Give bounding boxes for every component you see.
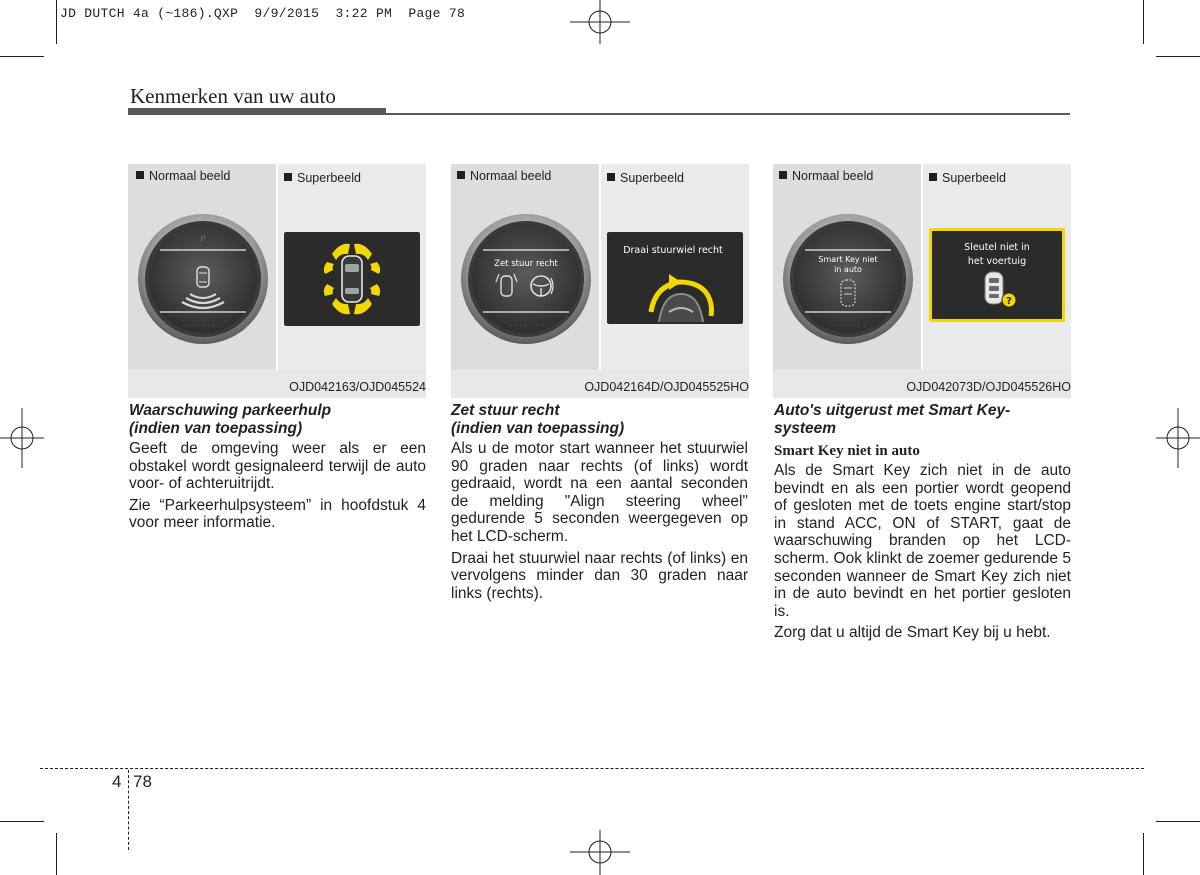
car-top-view-icon [342, 256, 362, 302]
chapter-number: 4 [112, 772, 122, 791]
super-view-label: Superbeeld [607, 171, 684, 185]
normal-view-label: Normaal beeld [457, 169, 551, 183]
subheading: Smart Key niet in auto [774, 443, 920, 459]
column-parking-assist [129, 402, 426, 532]
gauge-message-line-2: in auto [834, 265, 862, 274]
crop-mark-bottom-left-h [0, 821, 44, 822]
normal-view-label: Normaal beeld [779, 169, 873, 183]
normal-view-half [773, 164, 921, 370]
crop-mark-top-left-v [56, 0, 57, 44]
column-align-steering [451, 402, 748, 602]
crop-mark-bottom-right-v [1143, 833, 1144, 875]
body-paragraph: Geeft de omgeving weer als er een obstakel wordt gesignaleerd terwijl de auto voor- of achteruitrijdt. [129, 440, 426, 493]
normal-view-label: Normaal beeld [136, 169, 230, 183]
section-heading-continued: systeem [774, 420, 837, 437]
page-number: 78 [133, 772, 152, 791]
figure-parking-assist [128, 164, 426, 398]
bullet-square-icon [779, 171, 787, 179]
lcd-smart-key-display [929, 228, 1065, 322]
super-view-half [601, 164, 749, 370]
svg-text:?: ? [1006, 296, 1012, 307]
svg-text:- - - - - - -: - - - - - - - [830, 321, 866, 330]
super-view-label: Superbeeld [929, 171, 1006, 185]
crop-mark-top-left-h [0, 56, 44, 57]
figure-smart-key [773, 164, 1071, 398]
instrument-gauge [781, 212, 915, 346]
section-title: Kenmerken van uw auto [130, 84, 336, 108]
bullet-square-icon [607, 173, 615, 181]
registration-mark-bottom [570, 830, 630, 875]
body-paragraph: Als de Smart Key zich niet in de auto bevindt en als een portier wordt geopend of gesloten met de toets engine start/stop in stand ACC, ON of START, gaat de waarschuwing branden op het LCD-scherm. Ook klinkt de zoemer gedurende 5 seconden wanneer de Smart Key zich niet in de auto bevindt en het portier gesloten is. [774, 462, 1071, 620]
figure-code: OJD042073D/OJD045526HO [906, 380, 1071, 394]
crop-mark-bottom-right-h [1156, 821, 1200, 822]
smart-key-fob-icon [985, 272, 1003, 304]
crop-mark-top-right-v [1143, 0, 1144, 44]
section-heading-qualifier: (indien van toepassing) [129, 420, 303, 437]
body-paragraph: Zorg dat u altijd de Smart Key bij u hebt. [774, 624, 1051, 642]
section-heading: Auto's uitgerust met Smart Key- [774, 402, 1011, 419]
footer-dashed-rule [40, 768, 1144, 769]
registration-mark-right [1156, 408, 1200, 468]
svg-text:P: P [200, 235, 206, 245]
bullet-square-icon [929, 173, 937, 181]
bullet-square-icon [284, 173, 292, 181]
normal-view-half [128, 164, 276, 370]
print-slug: JD DUTCH 4a (~186).QXP 9/9/2015 3:22 PM Page 78 [60, 6, 466, 21]
section-heading-qualifier: (indien van toepassing) [451, 420, 625, 437]
registration-mark-left [0, 408, 44, 468]
lcd-parking-display [284, 232, 420, 326]
super-view-half [278, 164, 426, 370]
bullet-square-icon [457, 171, 465, 179]
header-rule-thick [128, 108, 386, 115]
svg-text:- - - - - - -: - - - - - - - [508, 321, 544, 330]
footer-dashed-divider [128, 770, 129, 850]
lcd-message-line-2: het voertuig [967, 256, 1027, 267]
lcd-steering-display [607, 232, 743, 324]
body-paragraph: Als u de motor start wanneer het stuurwiel 90 graden naar rechts (of links) wordt gedraaid, wordt na een aantal seconden de melding "Align steering wheel" gedurende 5 seconden weergegeven op het LCD-scherm. [451, 440, 748, 545]
figure-code: OJD042164D/OJD045525HO [584, 380, 749, 394]
body-paragraph: Zie “Parkeerhulpsysteem” in hoofdstuk 4 voor meer informatie. [129, 496, 426, 532]
question-mark-icon [1002, 293, 1016, 307]
normal-view-half [451, 164, 599, 370]
lcd-message: Draai stuurwiel recht [623, 245, 723, 256]
svg-text:- - - - - - -: - - - - - - - [185, 321, 221, 330]
figure-code: OJD042163/OJD045524 [289, 380, 426, 394]
super-view-label: Superbeeld [284, 171, 361, 185]
gauge-message-line-1: Smart Key niet [818, 255, 878, 264]
crop-mark-top-right-h [1156, 56, 1200, 57]
lcd-message-line-1: Sleutel niet in [964, 242, 1030, 253]
body-paragraph: Draai het stuurwiel naar rechts (of links) en vervolgens minder dan 30 graden naar links (rechts). [451, 549, 748, 602]
instrument-gauge [136, 212, 270, 346]
super-view-half [923, 164, 1071, 370]
section-heading: Zet stuur recht [451, 402, 560, 419]
section-heading: Waarschuwing parkeerhulp [129, 402, 332, 419]
instrument-gauge [459, 212, 593, 346]
gauge-message: Zet stuur recht [494, 259, 558, 269]
crop-mark-bottom-left-v [56, 833, 57, 875]
registration-mark-top [570, 0, 630, 44]
header-rule-thin [386, 113, 1070, 115]
column-smart-key [774, 402, 1071, 642]
bullet-square-icon [136, 171, 144, 179]
figure-align-steering [451, 164, 749, 398]
